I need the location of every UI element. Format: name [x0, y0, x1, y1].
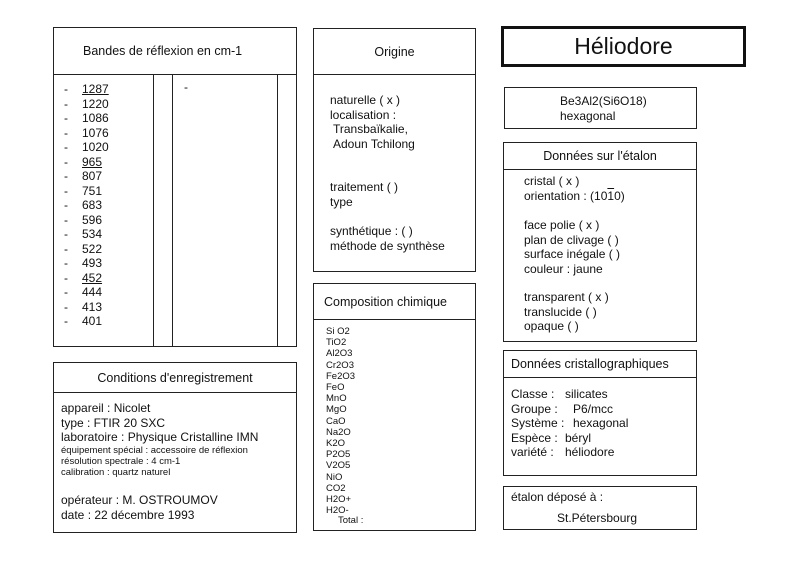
bande-dash: -: [64, 169, 68, 183]
bande-row: [64, 213, 109, 228]
bande-value: 1086: [82, 111, 109, 125]
bande-row: [64, 300, 109, 315]
bande-value: 493: [82, 256, 103, 270]
bande-row: [64, 271, 109, 286]
bande-row: [64, 97, 109, 112]
bande-value: 522: [82, 241, 103, 256]
composition-item: MnO: [326, 393, 347, 405]
classe-label: Classe :: [511, 387, 555, 401]
composition-item: P2O5: [326, 449, 351, 461]
groupe-value: P6/mcc: [573, 401, 614, 416]
composition-item: NiO: [326, 471, 343, 483]
bande-row: [64, 314, 109, 329]
bande-dash: -: [64, 82, 68, 96]
variete-value: héliodore: [565, 445, 615, 459]
conditions-type: type : FTIR 20 SXC: [61, 415, 166, 430]
etalon-couleur: couleur : jaune: [524, 261, 603, 276]
bande-value: 683: [82, 198, 103, 212]
bande-dash: -: [64, 111, 68, 125]
composition-item: K2O: [326, 438, 346, 450]
origine-traitement: traitement ( ): [330, 180, 399, 194]
composition-item: Na2O: [326, 426, 351, 438]
bande-value: 1287: [82, 82, 109, 96]
composition-item: Cr2O3: [326, 359, 354, 371]
bande-value: 452: [82, 270, 103, 285]
composition-list: [326, 326, 355, 516]
bandes-list: [64, 82, 109, 329]
composition-item: Al2O3: [326, 348, 353, 360]
conditions-resolution: résolution spectrale : 4 cm-1: [61, 456, 181, 468]
conditions-operateur: opérateur : M. OSTROUMOV: [61, 493, 218, 507]
mineral-name-box: [501, 26, 746, 67]
composition-panel: [313, 283, 476, 531]
composition-item: V2O5: [326, 460, 351, 472]
groupe-label: Groupe :: [511, 401, 558, 416]
composition-item: CO2: [326, 482, 346, 494]
cristallo-panel: [503, 350, 697, 476]
etalon-transparent: transparent ( x ): [524, 290, 609, 304]
bande-row: [64, 285, 109, 300]
depot-place: St.Pétersbourg: [557, 511, 638, 525]
composition-title: Composition chimique: [314, 284, 475, 320]
bande-value: 596: [82, 212, 103, 227]
bande-value: 401: [82, 314, 103, 328]
bande-dash: -: [64, 285, 68, 299]
bande-value: 965: [82, 154, 103, 169]
bande-row: [64, 227, 109, 242]
bande-dash: -: [64, 154, 68, 169]
bande-value: 751: [82, 183, 103, 198]
bande-row: [64, 82, 109, 97]
depot-panel: [503, 486, 697, 530]
origine-naturelle: naturelle ( x ): [330, 93, 401, 107]
bande-row: [64, 111, 109, 126]
mineral-system: hexagonal: [560, 108, 616, 123]
bande-dash: -: [64, 314, 68, 328]
composition-item: CaO: [326, 415, 346, 427]
bande-dash: -: [64, 183, 68, 198]
bande-row: [64, 169, 109, 184]
composition-item: H2O-: [326, 505, 349, 517]
etalon-clivage: plan de clivage ( ): [524, 232, 619, 247]
bandes-col-divider-2: [172, 74, 173, 346]
etalon-panel: [503, 142, 697, 342]
bandes-panel: [53, 27, 297, 347]
composition-item: Si O2: [326, 326, 350, 337]
conditions-appareil: appareil : Nicolet: [61, 401, 151, 415]
etalon-title: Données sur l'étalon: [504, 143, 696, 170]
etalon-surface: surface inégale ( ): [524, 247, 621, 261]
bande-dash: -: [64, 256, 68, 270]
conditions-title: Conditions d'enregistrement: [54, 363, 296, 393]
etalon-orientation: orientation : (1010): [524, 188, 625, 203]
classe-value: silicates: [565, 387, 608, 401]
espece-value: béryl: [565, 430, 592, 445]
bande-value: 807: [82, 169, 103, 183]
espece-label: Espèce :: [511, 430, 558, 445]
mineral-formula: Be3Al2(Si6O18): [560, 94, 647, 108]
bande-dash: -: [64, 198, 68, 212]
bande-value: 1220: [82, 96, 109, 111]
bande-dash: -: [64, 212, 68, 227]
bande-value: 444: [82, 285, 103, 299]
bande-value: 534: [82, 227, 103, 241]
bandes-col-divider-3: [277, 74, 278, 346]
mineral-name: Héliodore: [574, 33, 673, 59]
bande-dash: -: [64, 140, 68, 154]
origine-synthetique: synthétique : ( ): [330, 224, 413, 238]
etalon-opaque: opaque ( ): [524, 319, 579, 333]
cristallo-title: Données cristallographiques: [504, 351, 696, 378]
composition-item: H2O+: [326, 494, 352, 506]
bande-row: [64, 126, 109, 141]
bande-dash: -: [64, 241, 68, 256]
bande-dash: -: [64, 227, 68, 241]
origine-localisation: localisation :: [330, 107, 397, 122]
bandes-title: Bandes de réflexion en cm-1: [54, 28, 296, 75]
depot-label: étalon déposé à :: [511, 490, 604, 504]
bande-value: 1076: [82, 125, 109, 140]
bande-row: [64, 256, 109, 271]
composition-item: FeO: [326, 382, 345, 394]
systeme-label: Système :: [511, 416, 565, 430]
conditions-calibration: calibration : quartz naturel: [61, 467, 171, 479]
bande-dash: -: [64, 270, 68, 285]
bande-row: [64, 184, 109, 199]
origine-loc2: Adoun Tchilong: [333, 136, 415, 151]
bande-dash: -: [64, 125, 68, 140]
bande-row: [64, 155, 109, 170]
bandes-col-divider-1: [153, 74, 154, 346]
etalon-face: face polie ( x ): [524, 218, 600, 232]
bande-row: [64, 198, 109, 213]
origine-type: type: [330, 194, 353, 209]
composition-item: MgO: [326, 404, 347, 416]
origine-methode: méthode de synthèse: [330, 238, 445, 253]
bande-value: 413: [82, 299, 103, 314]
formula-box: [504, 87, 697, 129]
bande-row: [64, 140, 109, 155]
conditions-date: date : 22 décembre 1993: [61, 507, 195, 522]
bande-dash: -: [64, 96, 68, 111]
systeme-value: hexagonal: [573, 416, 629, 430]
bandes-col2-dash: -: [184, 80, 188, 94]
conditions-panel: [53, 362, 297, 533]
bande-value: 1020: [82, 140, 109, 154]
composition-item: Fe2O3: [326, 370, 356, 382]
composition-total: Total :: [338, 515, 364, 526]
etalon-translucide: translucide ( ): [524, 304, 597, 319]
conditions-laboratoire: laboratoire : Physique Cristalline IMN: [61, 430, 259, 444]
origine-title: Origine: [314, 29, 475, 75]
bande-row: [64, 242, 109, 257]
variete-label: variété :: [511, 445, 554, 459]
conditions-equipement: équipement spécial : accessoire de réflexion: [61, 445, 248, 456]
origine-panel: [313, 28, 476, 272]
composition-item: TiO2: [326, 337, 347, 349]
etalon-cristal: cristal ( x ): [524, 174, 580, 188]
bande-dash: -: [64, 299, 68, 314]
origine-loc1: Transbaïkalie,: [333, 122, 408, 136]
